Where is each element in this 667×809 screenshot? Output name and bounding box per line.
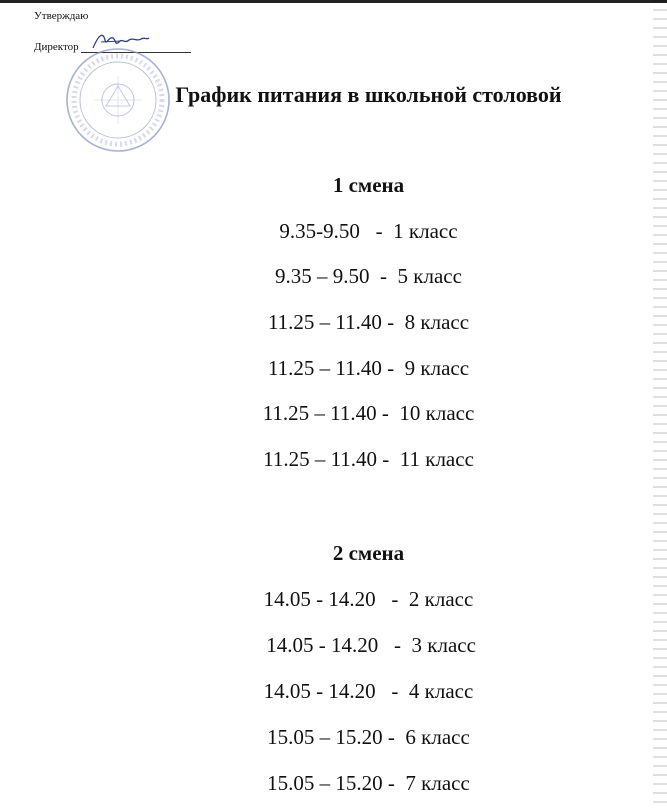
schedule-row: 15.05 – 15.20 - 6 класс: [267, 725, 470, 749]
schedule-row: 14.05 - 14.20 - 2 класс: [263, 587, 474, 611]
page-top-rule: [0, 0, 667, 3]
schedule-row: 14.05 - 14.20 - 3 класс: [261, 633, 476, 657]
schedule-row: 11.25 – 11.40 - 8 класс: [267, 310, 470, 334]
approve-label: Утверждаю: [34, 10, 89, 22]
schedule-row: 14.05 - 14.20 - 4 класс: [263, 679, 474, 703]
schedule-row: 15.05 – 15.20 - 7 класс: [267, 771, 470, 795]
schedule-row: 9.35-9.50 - 1 класс: [279, 219, 458, 243]
page-title: График питания в школьной столовой: [175, 82, 562, 107]
schedule-row: 11.25 – 11.40 - 10 класс: [262, 401, 475, 425]
schedule-row: 11.25 – 11.40 - 9 класс: [267, 356, 470, 380]
director-label: Директор: [34, 41, 79, 53]
schedule-row: 9.35 – 9.50 - 5 класс: [275, 264, 462, 288]
shift-1-heading: 1 смена: [332, 173, 405, 197]
schedule-row: 11.25 – 11.40 - 11 класс: [263, 447, 474, 471]
shift-2-heading: 2 смена: [332, 541, 405, 565]
